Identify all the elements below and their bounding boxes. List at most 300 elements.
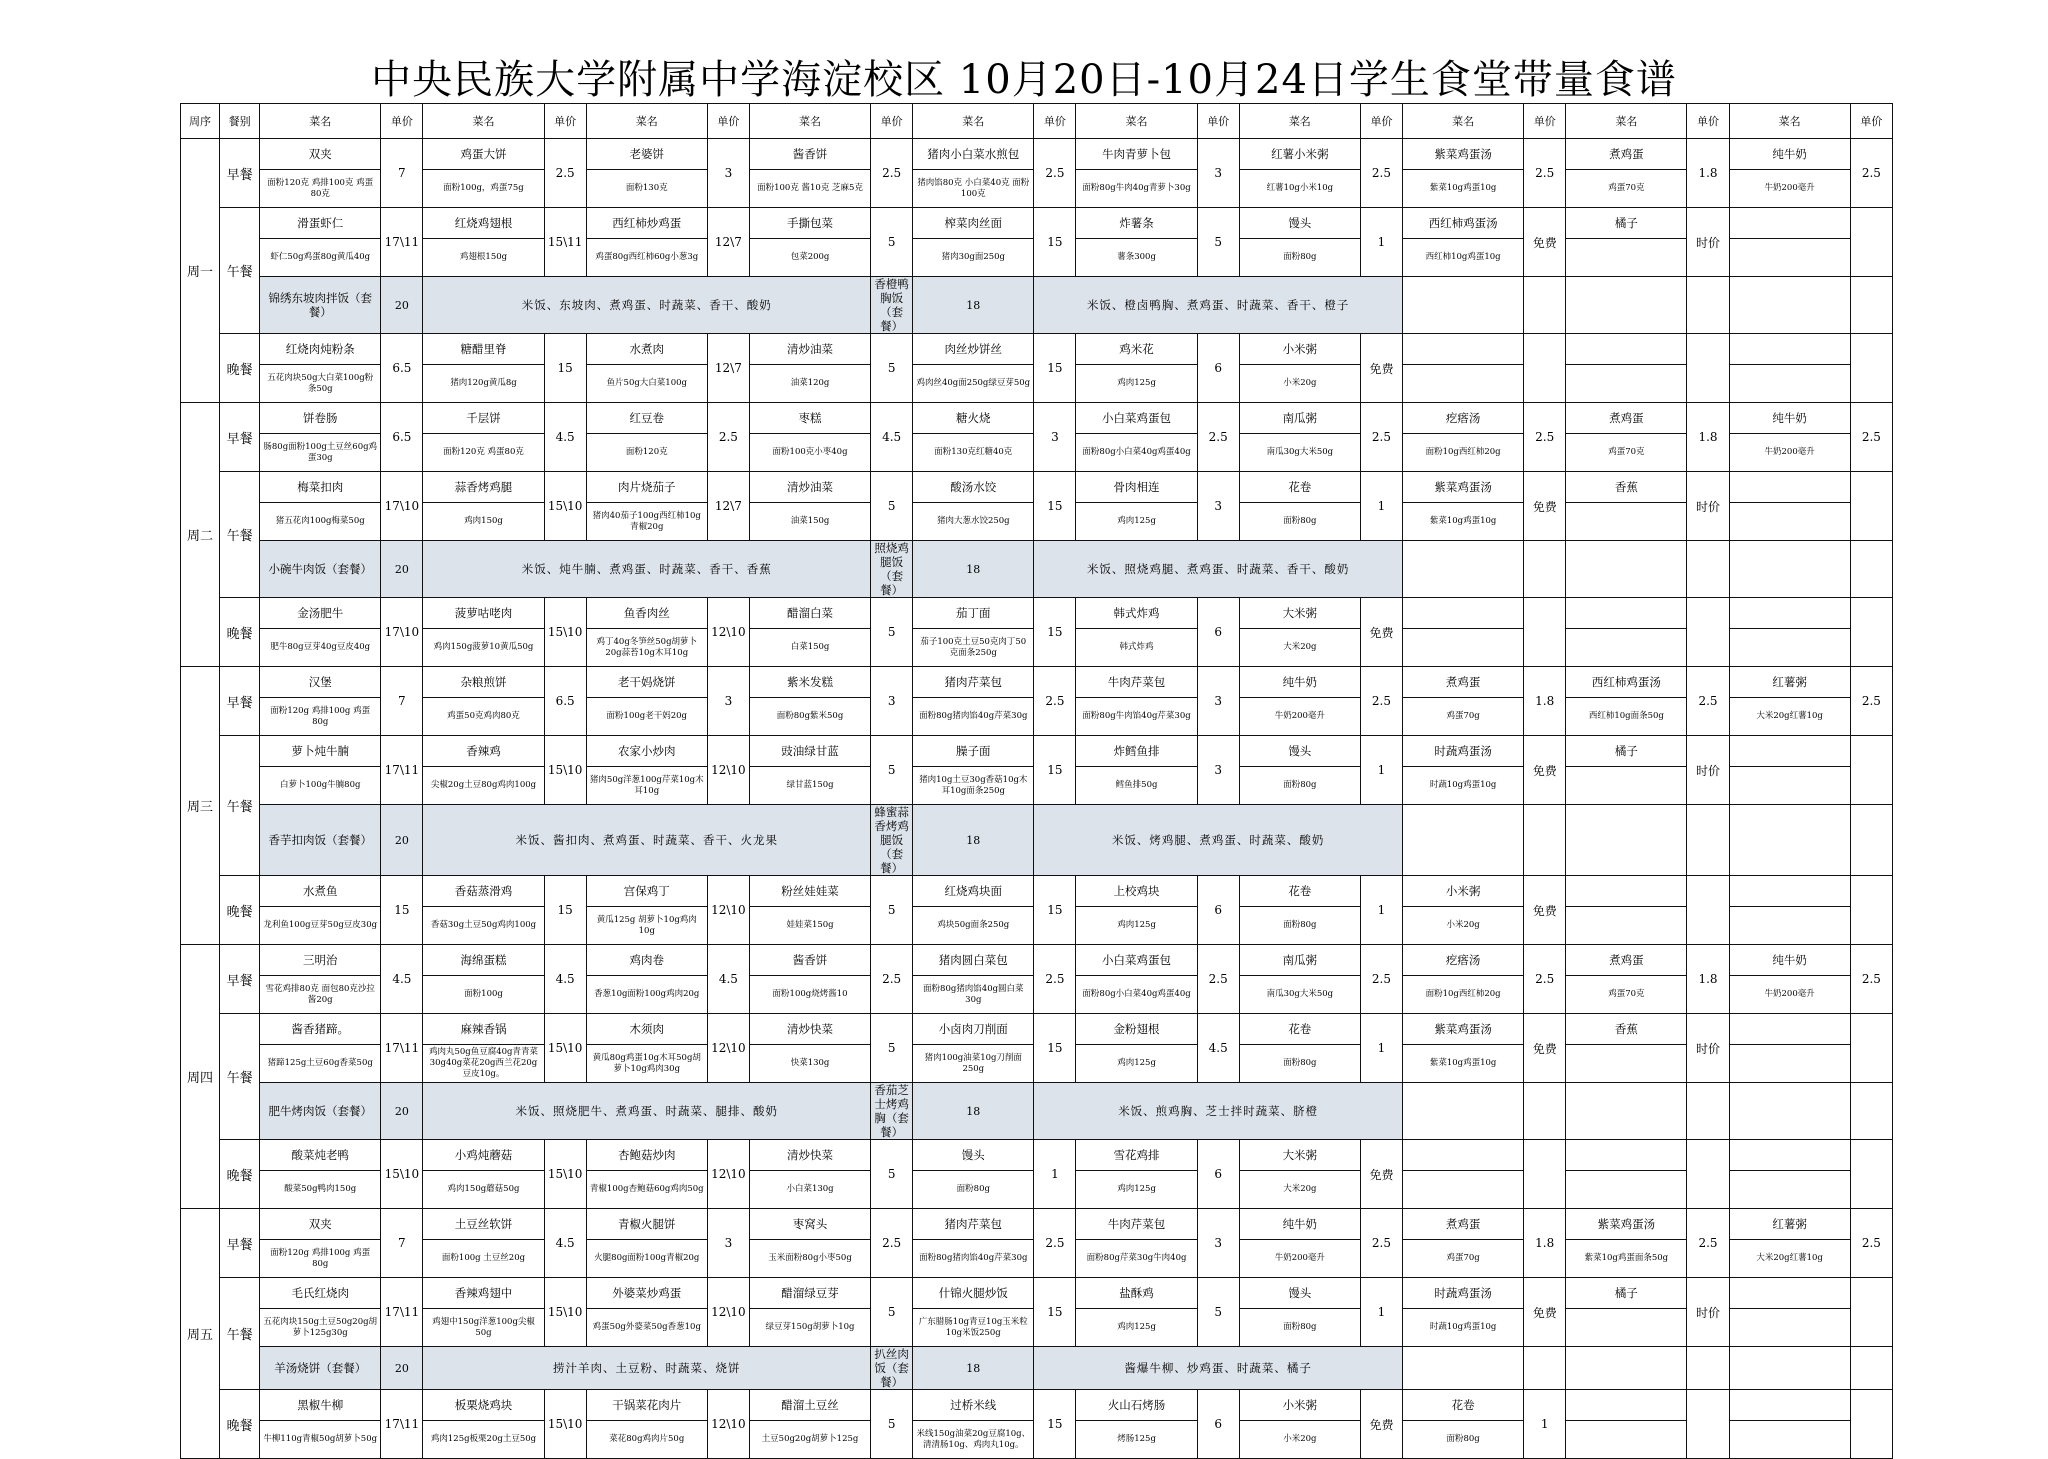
dish-price: 5 bbox=[871, 472, 913, 541]
dish-name: 茄丁面 bbox=[913, 598, 1034, 629]
dish-detail: 牛奶200毫升 bbox=[1239, 1240, 1360, 1278]
dish-price: 15 bbox=[544, 876, 586, 945]
dish-detail: 面粉80g猪肉馅40g圆白菜30g bbox=[913, 976, 1034, 1014]
column-header: 餐别 bbox=[220, 104, 260, 139]
dish-detail: 牛奶200毫升 bbox=[1239, 698, 1360, 736]
dish-price: 1 bbox=[1360, 876, 1402, 945]
dish-detail bbox=[1729, 1045, 1850, 1083]
dish-name bbox=[1729, 736, 1850, 767]
dish-detail: 面粉80g bbox=[1239, 1309, 1360, 1347]
empty-cell bbox=[1524, 541, 1566, 598]
dish-price: 6.5 bbox=[381, 403, 423, 472]
dish-detail: 猪肉馅80克 小白菜40克 面粉100克 bbox=[913, 170, 1034, 208]
table-row bbox=[181, 472, 1893, 503]
dish-name: 红薯小米粥 bbox=[1239, 139, 1360, 170]
dish-name: 煮鸡蛋 bbox=[1402, 1209, 1523, 1240]
dish-name: 红烧肉炖粉条 bbox=[260, 334, 381, 365]
dish-detail: 米线150g油菜20g豆腐10g、清清肠10g、鸡肉丸10g。 bbox=[913, 1421, 1034, 1459]
dish-name bbox=[1729, 472, 1850, 503]
dish-name bbox=[1566, 1140, 1687, 1171]
empty-cell bbox=[1687, 541, 1729, 598]
dish-name: 鸡米花 bbox=[1076, 334, 1197, 365]
empty-cell bbox=[1524, 277, 1566, 334]
dish-detail: 土豆50g20g胡萝卜125g bbox=[749, 1421, 870, 1459]
dish-detail: 广东腊肠10g青豆10g玉米粒10g米饭250g bbox=[913, 1309, 1034, 1347]
dish-price bbox=[1850, 208, 1892, 277]
day-label: 周三 bbox=[181, 667, 220, 945]
dish-detail: 黄瓜125g 胡萝卜10g鸡肉10g bbox=[586, 907, 707, 945]
column-header: 菜名 bbox=[749, 104, 870, 139]
dish-name: 鱼香肉丝 bbox=[586, 598, 707, 629]
dish-price: 12\10 bbox=[707, 598, 749, 667]
dish-name: 小白菜鸡蛋包 bbox=[1076, 945, 1197, 976]
dish-name: 鸡蛋大饼 bbox=[423, 139, 544, 170]
dish-price: 2.5 bbox=[1360, 945, 1402, 1014]
dish-price: 3 bbox=[1197, 472, 1239, 541]
dish-detail: 牛奶200毫升 bbox=[1729, 170, 1850, 208]
dish-detail: 鸡肉125g bbox=[1076, 1309, 1197, 1347]
dish-price: 5 bbox=[871, 1390, 913, 1459]
dish-detail: 虾仁50g鸡蛋80g黄瓜40g bbox=[260, 239, 381, 277]
empty-cell bbox=[1850, 1083, 1892, 1140]
dish-detail bbox=[1729, 365, 1850, 403]
dish-name: 时蔬鸡蛋汤 bbox=[1402, 1278, 1523, 1309]
table-row bbox=[181, 876, 1893, 907]
dish-detail: 五花肉块50g大白菜100g粉条50g bbox=[260, 365, 381, 403]
dish-price: 7 bbox=[381, 1209, 423, 1278]
empty-cell bbox=[1402, 541, 1523, 598]
dish-price: 15\10 bbox=[544, 736, 586, 805]
dish-name: 青椒火腿饼 bbox=[586, 1209, 707, 1240]
dish-price: 1 bbox=[1360, 736, 1402, 805]
dish-name: 清炒油菜 bbox=[749, 472, 870, 503]
dish-detail bbox=[1729, 907, 1850, 945]
dish-price: 2.5 bbox=[871, 139, 913, 208]
dish-name: 酱香猪蹄。 bbox=[260, 1014, 381, 1045]
dish-price: 3 bbox=[707, 1209, 749, 1278]
dish-detail: 时蔬10g鸡蛋10g bbox=[1402, 767, 1523, 805]
dish-price: 免费 bbox=[1360, 598, 1402, 667]
dish-name: 花卷 bbox=[1239, 876, 1360, 907]
dish-price: 4.5 bbox=[544, 945, 586, 1014]
dish-price: 时价 bbox=[1687, 1014, 1729, 1083]
dish-name: 木须肉 bbox=[586, 1014, 707, 1045]
dish-name: 杂粮煎饼 bbox=[423, 667, 544, 698]
empty-cell bbox=[1566, 805, 1687, 876]
dish-price: 5 bbox=[871, 1014, 913, 1083]
column-header: 单价 bbox=[1197, 104, 1239, 139]
dish-detail: 猪肉30g面250g bbox=[913, 239, 1034, 277]
empty-cell bbox=[1687, 1347, 1729, 1390]
dish-name: 疙瘩汤 bbox=[1402, 945, 1523, 976]
dish-detail: 鸡肉125g bbox=[1076, 365, 1197, 403]
dish-detail: 面粉80g猪肉馅40g芹菜30g bbox=[913, 698, 1034, 736]
dish-name: 猪肉芹菜包 bbox=[913, 1209, 1034, 1240]
dish-name: 牛肉青萝卜包 bbox=[1076, 139, 1197, 170]
dish-price: 15 bbox=[1034, 472, 1076, 541]
dish-detail: 菜花80g鸡肉片50g bbox=[586, 1421, 707, 1459]
dish-detail: 玉米面粉80g小枣50g bbox=[749, 1240, 870, 1278]
dish-price: 12\7 bbox=[707, 334, 749, 403]
dish-price bbox=[1850, 472, 1892, 541]
dish-name bbox=[1566, 334, 1687, 365]
dish-price: 2.5 bbox=[1687, 1209, 1729, 1278]
dish-name: 清炒油菜 bbox=[749, 334, 870, 365]
dish-name: 清炒快菜 bbox=[749, 1014, 870, 1045]
dish-price bbox=[1850, 876, 1892, 945]
dish-name: 大米粥 bbox=[1239, 598, 1360, 629]
dish-name bbox=[1566, 1390, 1687, 1421]
dish-name: 大米粥 bbox=[1239, 1140, 1360, 1171]
dish-price: 4.5 bbox=[1197, 1014, 1239, 1083]
dish-detail: 香菇30g土豆50g鸡肉100g bbox=[423, 907, 544, 945]
empty-cell bbox=[1402, 1347, 1523, 1390]
dish-detail: 鸡肉125g bbox=[1076, 503, 1197, 541]
dish-price: 1.8 bbox=[1524, 667, 1566, 736]
column-header: 菜名 bbox=[1076, 104, 1197, 139]
set-meal-price: 18 bbox=[913, 805, 1034, 876]
dish-price: 免费 bbox=[1360, 1390, 1402, 1459]
empty-cell bbox=[1850, 541, 1892, 598]
dish-name: 炸鳕鱼排 bbox=[1076, 736, 1197, 767]
dish-detail: 面粉100g bbox=[423, 976, 544, 1014]
dish-detail: 南瓜30g大米50g bbox=[1239, 434, 1360, 472]
set-meal-price: 20 bbox=[381, 277, 423, 334]
dish-name: 西红柿炒鸡蛋 bbox=[586, 208, 707, 239]
dish-detail: 鸡蛋70克 bbox=[1566, 434, 1687, 472]
dish-name: 海绵蛋糕 bbox=[423, 945, 544, 976]
dish-detail: 猪肉100g油菜10g刀削面250g bbox=[913, 1045, 1034, 1083]
dish-name: 酸菜炖老鸭 bbox=[260, 1140, 381, 1171]
dish-price: 时价 bbox=[1687, 736, 1729, 805]
dish-detail: 面粉80g bbox=[1239, 239, 1360, 277]
dish-detail: 西红柿10g鸡蛋10g bbox=[1402, 239, 1523, 277]
dish-name: 韩式炸鸡 bbox=[1076, 598, 1197, 629]
dish-name: 什锦火腿炒饭 bbox=[913, 1278, 1034, 1309]
dish-name bbox=[1729, 1014, 1850, 1045]
dish-name: 盐酥鸡 bbox=[1076, 1278, 1197, 1309]
dish-detail: 鸡蛋50克鸡肉80克 bbox=[423, 698, 544, 736]
dish-name: 粉丝娃娃菜 bbox=[749, 876, 870, 907]
set-meal-name: 锦绣东坡肉拌饭（套餐） bbox=[260, 277, 381, 334]
dish-detail: 面粉80g紫米50g bbox=[749, 698, 870, 736]
dish-name: 上校鸡块 bbox=[1076, 876, 1197, 907]
set-meal-contents: 米饭、橙卤鸭胸、煮鸡蛋、时蔬菜、香干、橙子 bbox=[1034, 277, 1403, 334]
dish-price: 2.5 bbox=[1197, 945, 1239, 1014]
dish-detail bbox=[1566, 503, 1687, 541]
dish-detail: 面粉80g bbox=[1239, 503, 1360, 541]
dish-name: 南瓜粥 bbox=[1239, 403, 1360, 434]
dish-price bbox=[1687, 1390, 1729, 1459]
set-meal-name: 肥牛烤肉饭（套餐） bbox=[260, 1083, 381, 1140]
dish-name: 紫米发糕 bbox=[749, 667, 870, 698]
dish-detail: 猪蹄125g土豆60g香菜50g bbox=[260, 1045, 381, 1083]
set-meal-price: 20 bbox=[381, 805, 423, 876]
column-header: 单价 bbox=[381, 104, 423, 139]
table-row bbox=[181, 1014, 1893, 1045]
dish-price: 15\10 bbox=[381, 1140, 423, 1209]
meal-label: 午餐 bbox=[220, 1014, 260, 1140]
dish-price: 6 bbox=[1197, 876, 1239, 945]
dish-name: 水煮鱼 bbox=[260, 876, 381, 907]
column-header: 单价 bbox=[1524, 104, 1566, 139]
dish-price: 12\10 bbox=[707, 1278, 749, 1347]
dish-name: 香蕉 bbox=[1566, 472, 1687, 503]
dish-detail: 时蔬10g鸡蛋10g bbox=[1402, 1309, 1523, 1347]
dish-price: 2.5 bbox=[1850, 403, 1892, 472]
set-meal-price: 18 bbox=[913, 277, 1034, 334]
dish-price: 15 bbox=[1034, 1278, 1076, 1347]
dish-price: 1.8 bbox=[1524, 1209, 1566, 1278]
dish-name: 南瓜粥 bbox=[1239, 945, 1360, 976]
empty-cell bbox=[1566, 277, 1687, 334]
meal-label: 早餐 bbox=[220, 1209, 260, 1278]
dish-detail bbox=[1402, 1171, 1523, 1209]
dish-price: 3 bbox=[1197, 139, 1239, 208]
dish-detail: 鸡翅中150g洋葱100g尖椒50g bbox=[423, 1309, 544, 1347]
set-meal-price: 18 bbox=[913, 1347, 1034, 1390]
dish-price: 时价 bbox=[1687, 472, 1729, 541]
dish-detail: 鱼片50g大白菜100g bbox=[586, 365, 707, 403]
dish-price: 15\10 bbox=[544, 1014, 586, 1083]
dish-detail: 面粉120g 鸡排100g 鸡蛋80g bbox=[260, 698, 381, 736]
dish-detail: 鸡蛋50g外婆菜50g香葱10g bbox=[586, 1309, 707, 1347]
dish-name: 酱香饼 bbox=[749, 139, 870, 170]
dish-name: 橘子 bbox=[1566, 1278, 1687, 1309]
dish-detail: 紫菜10g鸡蛋10g bbox=[1402, 503, 1523, 541]
table-row bbox=[181, 945, 1893, 976]
dish-price: 6 bbox=[1197, 1140, 1239, 1209]
dish-price: 3 bbox=[1197, 667, 1239, 736]
dish-name: 煮鸡蛋 bbox=[1566, 139, 1687, 170]
dish-name: 滑蛋虾仁 bbox=[260, 208, 381, 239]
dish-price: 6 bbox=[1197, 334, 1239, 403]
dish-name: 橘子 bbox=[1566, 208, 1687, 239]
dish-detail bbox=[1729, 1309, 1850, 1347]
dish-detail: 香葱10g面粉100g鸡肉20g bbox=[586, 976, 707, 1014]
dish-detail: 肠80g面粉100g土豆丝60g鸡蛋30g bbox=[260, 434, 381, 472]
dish-price: 5 bbox=[1197, 1278, 1239, 1347]
column-header: 单价 bbox=[707, 104, 749, 139]
dish-detail: 鸡蛋70克 bbox=[1566, 976, 1687, 1014]
dish-name: 紫菜鸡蛋汤 bbox=[1566, 1209, 1687, 1240]
dish-name: 臊子面 bbox=[913, 736, 1034, 767]
dish-name bbox=[1402, 334, 1523, 365]
dish-detail bbox=[1566, 1045, 1687, 1083]
dish-price: 7 bbox=[381, 667, 423, 736]
dish-detail: 小米20g bbox=[1402, 907, 1523, 945]
set-meal-row bbox=[181, 541, 1893, 598]
dish-detail bbox=[1402, 365, 1523, 403]
dish-detail: 面粉120克 鸡蛋80克 bbox=[423, 434, 544, 472]
dish-name bbox=[1402, 1140, 1523, 1171]
dish-detail: 鸡肉125g板栗20g土豆50g bbox=[423, 1421, 544, 1459]
dish-detail: 鸡肉150g蘑菇50g bbox=[423, 1171, 544, 1209]
dish-detail bbox=[1566, 767, 1687, 805]
dish-price: 12\7 bbox=[707, 208, 749, 277]
dish-detail: 猪肉大葱水饺250g bbox=[913, 503, 1034, 541]
dish-name: 酱香饼 bbox=[749, 945, 870, 976]
dish-price: 17\10 bbox=[381, 598, 423, 667]
dish-detail: 油菜120g bbox=[749, 365, 870, 403]
dish-detail: 青椒100g杏鲍菇60g鸡肉50g bbox=[586, 1171, 707, 1209]
dish-price bbox=[1524, 334, 1566, 403]
day-label: 周四 bbox=[181, 945, 220, 1209]
dish-name: 西红柿鸡蛋汤 bbox=[1566, 667, 1687, 698]
dish-name: 三明治 bbox=[260, 945, 381, 976]
column-header: 菜名 bbox=[1239, 104, 1360, 139]
dish-detail: 韩式炸鸡 bbox=[1076, 629, 1197, 667]
dish-name: 紫菜鸡蛋汤 bbox=[1402, 1014, 1523, 1045]
dish-detail: 紫菜10g鸡蛋面条50g bbox=[1566, 1240, 1687, 1278]
table-row bbox=[181, 736, 1893, 767]
dish-detail bbox=[1566, 1421, 1687, 1459]
dish-name: 花卷 bbox=[1239, 472, 1360, 503]
dish-name: 红薯粥 bbox=[1729, 1209, 1850, 1240]
dish-detail: 面粉80g牛肉馅40g芹菜30g bbox=[1076, 698, 1197, 736]
dish-detail bbox=[1729, 629, 1850, 667]
dish-price: 2.5 bbox=[1524, 403, 1566, 472]
dish-name bbox=[1729, 208, 1850, 239]
dish-price: 15 bbox=[1034, 208, 1076, 277]
dish-price: 15 bbox=[544, 334, 586, 403]
dish-name: 毛氏红烧肉 bbox=[260, 1278, 381, 1309]
dish-price: 2.5 bbox=[1360, 667, 1402, 736]
set-meal-name: 羊汤烧饼（套餐） bbox=[260, 1347, 381, 1390]
dish-price: 免费 bbox=[1524, 208, 1566, 277]
dish-price: 2.5 bbox=[1687, 667, 1729, 736]
dish-detail: 火腿80g面粉100g青椒20g bbox=[586, 1240, 707, 1278]
dish-name: 红烧鸡块面 bbox=[913, 876, 1034, 907]
dish-detail: 酸菜50g鸭肉150g bbox=[260, 1171, 381, 1209]
meal-label: 早餐 bbox=[220, 667, 260, 736]
dish-detail: 面粉100g 土豆丝20g bbox=[423, 1240, 544, 1278]
dish-detail: 面粉80g bbox=[1239, 767, 1360, 805]
dish-name bbox=[1566, 598, 1687, 629]
dish-detail: 茄子100克土豆50克肉丁50克面条250g bbox=[913, 629, 1034, 667]
dish-detail: 小米20g bbox=[1239, 1421, 1360, 1459]
dish-price: 3 bbox=[707, 139, 749, 208]
dish-name: 梅菜扣肉 bbox=[260, 472, 381, 503]
dish-price: 免费 bbox=[1524, 876, 1566, 945]
dish-detail: 鸡肉150g bbox=[423, 503, 544, 541]
dish-price: 时价 bbox=[1687, 1278, 1729, 1347]
set-meal-price: 20 bbox=[381, 541, 423, 598]
empty-cell bbox=[1729, 1083, 1850, 1140]
dish-detail: 鳕鱼排50g bbox=[1076, 767, 1197, 805]
dish-price bbox=[1850, 334, 1892, 403]
dish-name: 煮鸡蛋 bbox=[1402, 667, 1523, 698]
dish-name: 疙瘩汤 bbox=[1402, 403, 1523, 434]
set-meal-name: 照烧鸡腿饭（套餐） bbox=[871, 541, 913, 598]
dish-name: 双夹 bbox=[260, 139, 381, 170]
set-meal-contents: 捞汁羊肉、土豆粉、时蔬菜、烧饼 bbox=[423, 1347, 871, 1390]
set-meal-row bbox=[181, 1347, 1893, 1390]
set-meal-contents: 米饭、照烧肥牛、煮鸡蛋、时蔬菜、腿排、酸奶 bbox=[423, 1083, 871, 1140]
column-header: 菜名 bbox=[1729, 104, 1850, 139]
table-row bbox=[181, 334, 1893, 365]
dish-name: 手撕包菜 bbox=[749, 208, 870, 239]
dish-detail: 薯条300g bbox=[1076, 239, 1197, 277]
dish-name: 猪肉小白菜水煎包 bbox=[913, 139, 1034, 170]
dish-detail: 紫菜10g鸡蛋10g bbox=[1402, 170, 1523, 208]
dish-detail: 面粉100g烧烤酱10 bbox=[749, 976, 870, 1014]
dish-detail: 大米20g红薯10g bbox=[1729, 698, 1850, 736]
dish-name: 宫保鸡丁 bbox=[586, 876, 707, 907]
dish-name bbox=[1402, 598, 1523, 629]
dish-name: 纯牛奶 bbox=[1239, 667, 1360, 698]
dish-name: 纯牛奶 bbox=[1729, 403, 1850, 434]
dish-detail: 面粉80g牛肉40g青萝卜30g bbox=[1076, 170, 1197, 208]
dish-name: 馒头 bbox=[1239, 208, 1360, 239]
dish-detail: 面粉80g bbox=[913, 1171, 1034, 1209]
dish-detail: 肥牛80g豆芽40g豆皮40g bbox=[260, 629, 381, 667]
dish-name: 红豆卷 bbox=[586, 403, 707, 434]
table-row bbox=[181, 1140, 1893, 1171]
dish-detail: 面粉10g西红柿20g bbox=[1402, 976, 1523, 1014]
meal-label: 早餐 bbox=[220, 945, 260, 1014]
dish-detail: 鸡蛋80g西红柿60g小葱3g bbox=[586, 239, 707, 277]
dish-detail: 面粉120克 鸡排100克 鸡蛋80克 bbox=[260, 170, 381, 208]
dish-name: 煮鸡蛋 bbox=[1566, 403, 1687, 434]
set-meal-contents: 酱爆牛柳、炒鸡蛋、时蔬菜、橘子 bbox=[1034, 1347, 1403, 1390]
column-header: 单价 bbox=[544, 104, 586, 139]
dish-price bbox=[1687, 598, 1729, 667]
dish-price: 2.5 bbox=[1034, 1209, 1076, 1278]
dish-name: 金粉翅根 bbox=[1076, 1014, 1197, 1045]
dish-detail bbox=[1566, 1309, 1687, 1347]
empty-cell bbox=[1850, 1347, 1892, 1390]
dish-detail: 快菜130g bbox=[749, 1045, 870, 1083]
dish-name: 过桥米线 bbox=[913, 1390, 1034, 1421]
dish-price: 5 bbox=[871, 1140, 913, 1209]
dish-price bbox=[1850, 1140, 1892, 1209]
dish-name bbox=[1566, 876, 1687, 907]
dish-price: 17\11 bbox=[381, 736, 423, 805]
meal-label: 午餐 bbox=[220, 472, 260, 598]
dish-price: 2.5 bbox=[1524, 139, 1566, 208]
dish-price: 5 bbox=[871, 876, 913, 945]
dish-name: 香辣鸡 bbox=[423, 736, 544, 767]
table-row bbox=[181, 598, 1893, 629]
dish-detail: 面粉80g bbox=[1239, 1045, 1360, 1083]
meal-label: 晚餐 bbox=[220, 598, 260, 667]
dish-price: 12\10 bbox=[707, 736, 749, 805]
dish-name: 小米粥 bbox=[1402, 876, 1523, 907]
dish-price: 6 bbox=[1197, 1390, 1239, 1459]
column-header: 单价 bbox=[1360, 104, 1402, 139]
set-meal-contents: 米饭、烤鸡腿、煮鸡蛋、时蔬菜、酸奶 bbox=[1034, 805, 1403, 876]
set-meal-contents: 米饭、煎鸡胸、芝士拌时蔬菜、脐橙 bbox=[1034, 1083, 1403, 1140]
dish-detail: 紫菜10g鸡蛋10g bbox=[1402, 1045, 1523, 1083]
dish-name: 馒头 bbox=[1239, 1278, 1360, 1309]
empty-cell bbox=[1850, 805, 1892, 876]
dish-name: 紫菜鸡蛋汤 bbox=[1402, 139, 1523, 170]
dish-price: 15 bbox=[1034, 598, 1076, 667]
dish-price: 2.5 bbox=[1034, 945, 1076, 1014]
dish-price: 免费 bbox=[1360, 334, 1402, 403]
table-row bbox=[181, 208, 1893, 239]
dish-name: 香蕉 bbox=[1566, 1014, 1687, 1045]
dish-name: 馒头 bbox=[1239, 736, 1360, 767]
dish-price: 免费 bbox=[1524, 472, 1566, 541]
empty-cell bbox=[1566, 1083, 1687, 1140]
dish-name: 纯牛奶 bbox=[1239, 1209, 1360, 1240]
dish-name: 煮鸡蛋 bbox=[1566, 945, 1687, 976]
dish-price: 2.5 bbox=[1850, 667, 1892, 736]
table-row bbox=[181, 1278, 1893, 1309]
dish-name: 小卤肉刀削面 bbox=[913, 1014, 1034, 1045]
